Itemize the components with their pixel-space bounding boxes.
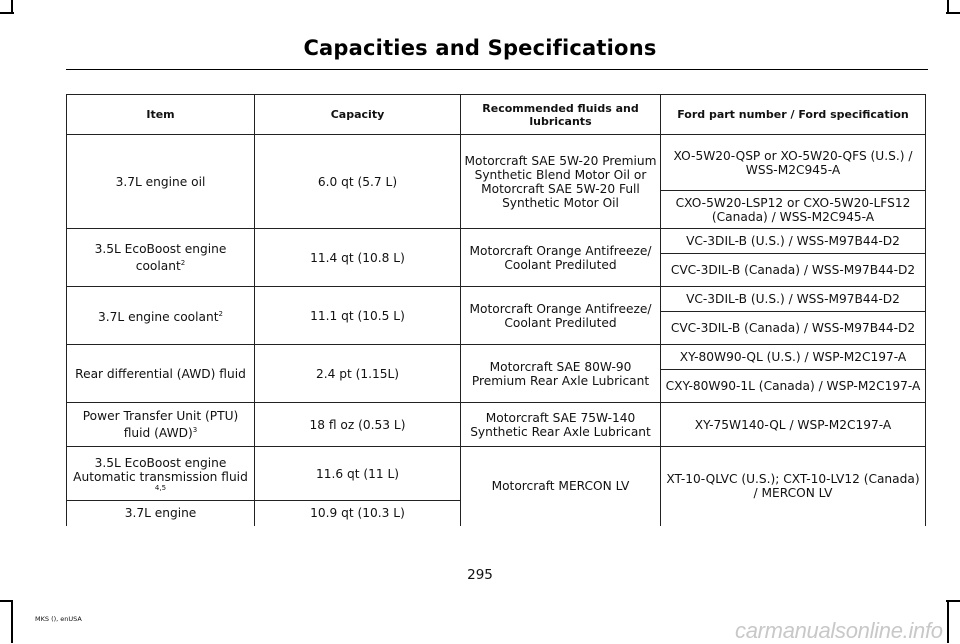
spec-cell: XT-10-QLVC (U.S.); CXT-10-LV12 (Canada) / MERCON LV <box>661 447 926 526</box>
table-row <box>67 447 926 501</box>
column-header-capacity: Capacity <box>255 95 461 135</box>
table-row <box>67 403 926 447</box>
fluid-cell: Motorcraft Orange Antifreeze/ Coolant Prediluted <box>461 287 661 345</box>
crop-mark-bottom-right-h <box>946 600 960 602</box>
item-text: 3.5L EcoBoost engine coolant <box>94 241 227 274</box>
footnote-marker: 4,5 <box>154 483 167 492</box>
crop-mark-bottom-left-v <box>11 600 13 643</box>
item-cell <box>67 447 255 501</box>
capacity-cell: 18 fl oz (0.53 L) <box>255 403 461 447</box>
footnote-marker: 2 <box>180 258 186 267</box>
fluid-cell: Motorcraft SAE 80W-90 Premium Rear Axle Lubricant <box>461 345 661 403</box>
fluid-cell: Motorcraft SAE 75W-140 Synthetic Rear Axle Lubricant <box>461 403 661 447</box>
table-row <box>67 287 926 312</box>
table-row <box>67 345 926 370</box>
table-row <box>67 229 926 254</box>
fluid-cell: Motorcraft MERCON LV <box>461 447 661 526</box>
footnote-marker: 2 <box>218 309 223 318</box>
spec-cell: XO-5W20-QSP or XO-5W20-QFS (U.S.) / WSS-M2C945-A <box>661 135 926 191</box>
capacity-cell: 11.6 qt (11 L) <box>255 447 461 501</box>
crop-mark-top-right-h <box>946 12 960 14</box>
item-text: 3.7L engine coolant <box>98 310 219 325</box>
spec-cell: XY-80W90-QL (U.S.) / WSP-M2C197-A <box>661 345 926 370</box>
table-header-row <box>67 95 926 135</box>
crop-mark-bottom-left-h <box>0 600 13 602</box>
column-header-fluids: Recommended fluids and lubricants <box>461 95 661 135</box>
spec-cell: XY-75W140-QL / WSP-M2C197-A <box>661 403 926 447</box>
capacity-cell: 11.4 qt (10.8 L) <box>255 229 461 287</box>
column-header-spec: Ford part number / Ford specification <box>661 95 926 135</box>
capacity-cell: 11.1 qt (10.5 L) <box>255 287 461 345</box>
crop-mark-bottom-right-v <box>947 600 949 643</box>
item-text: 3.5L EcoBoost engine Automatic transmission fluid <box>73 455 248 484</box>
spec-cell: VC-3DIL-B (U.S.) / WSS-M97B44-D2 <box>661 229 926 254</box>
footnote-marker: 3 <box>192 425 198 434</box>
item-cell <box>67 287 255 345</box>
table-row <box>67 135 926 191</box>
capacity-cell: 2.4 pt (1.15L) <box>255 345 461 403</box>
item-cell <box>67 403 255 447</box>
watermark: carmanualsonline.info <box>735 618 943 643</box>
page-title: Capacities and Specifications <box>303 36 657 60</box>
page-number: 295 <box>467 567 493 583</box>
item-cell: 3.7L engine oil <box>67 135 255 229</box>
capacities-table <box>66 94 926 526</box>
item-text: Power Transfer Unit (PTU) fluid (AWD) <box>82 408 239 441</box>
item-cell: 3.7L engine <box>67 501 255 526</box>
spec-cell: VC-3DIL-B (U.S.) / WSS-M97B44-D2 <box>661 287 926 312</box>
spec-cell: CXO-5W20-LSP12 or CXO-5W20-LFS12 (Canada) / WSS-M2C945-A <box>661 191 926 229</box>
item-cell <box>67 229 255 287</box>
crop-mark-top-left-h <box>0 12 14 14</box>
capacity-cell: 6.0 qt (5.7 L) <box>255 135 461 229</box>
spec-cell: CVC-3DIL-B (Canada) / WSS-M97B44-D2 <box>661 312 926 345</box>
spec-cell: CVC-3DIL-B (Canada) / WSS-M97B44-D2 <box>661 254 926 287</box>
capacity-cell: 10.9 qt (10.3 L) <box>255 501 461 526</box>
fluid-cell: Motorcraft Orange Antifreeze/ Coolant Prediluted <box>461 229 661 287</box>
fluid-cell: Motorcraft SAE 5W-20 Premium Synthetic Blend Motor Oil or Motorcraft SAE 5W-20 Full Synthetic Motor Oil <box>461 135 661 229</box>
spec-cell: CXY-80W90-1L (Canada) / WSP-M2C197-A <box>661 370 926 403</box>
title-divider <box>66 69 928 70</box>
footer-model: MKS (), enUSA <box>35 615 82 623</box>
item-cell: Rear differential (AWD) fluid <box>67 345 255 403</box>
column-header-item: Item <box>67 95 255 135</box>
